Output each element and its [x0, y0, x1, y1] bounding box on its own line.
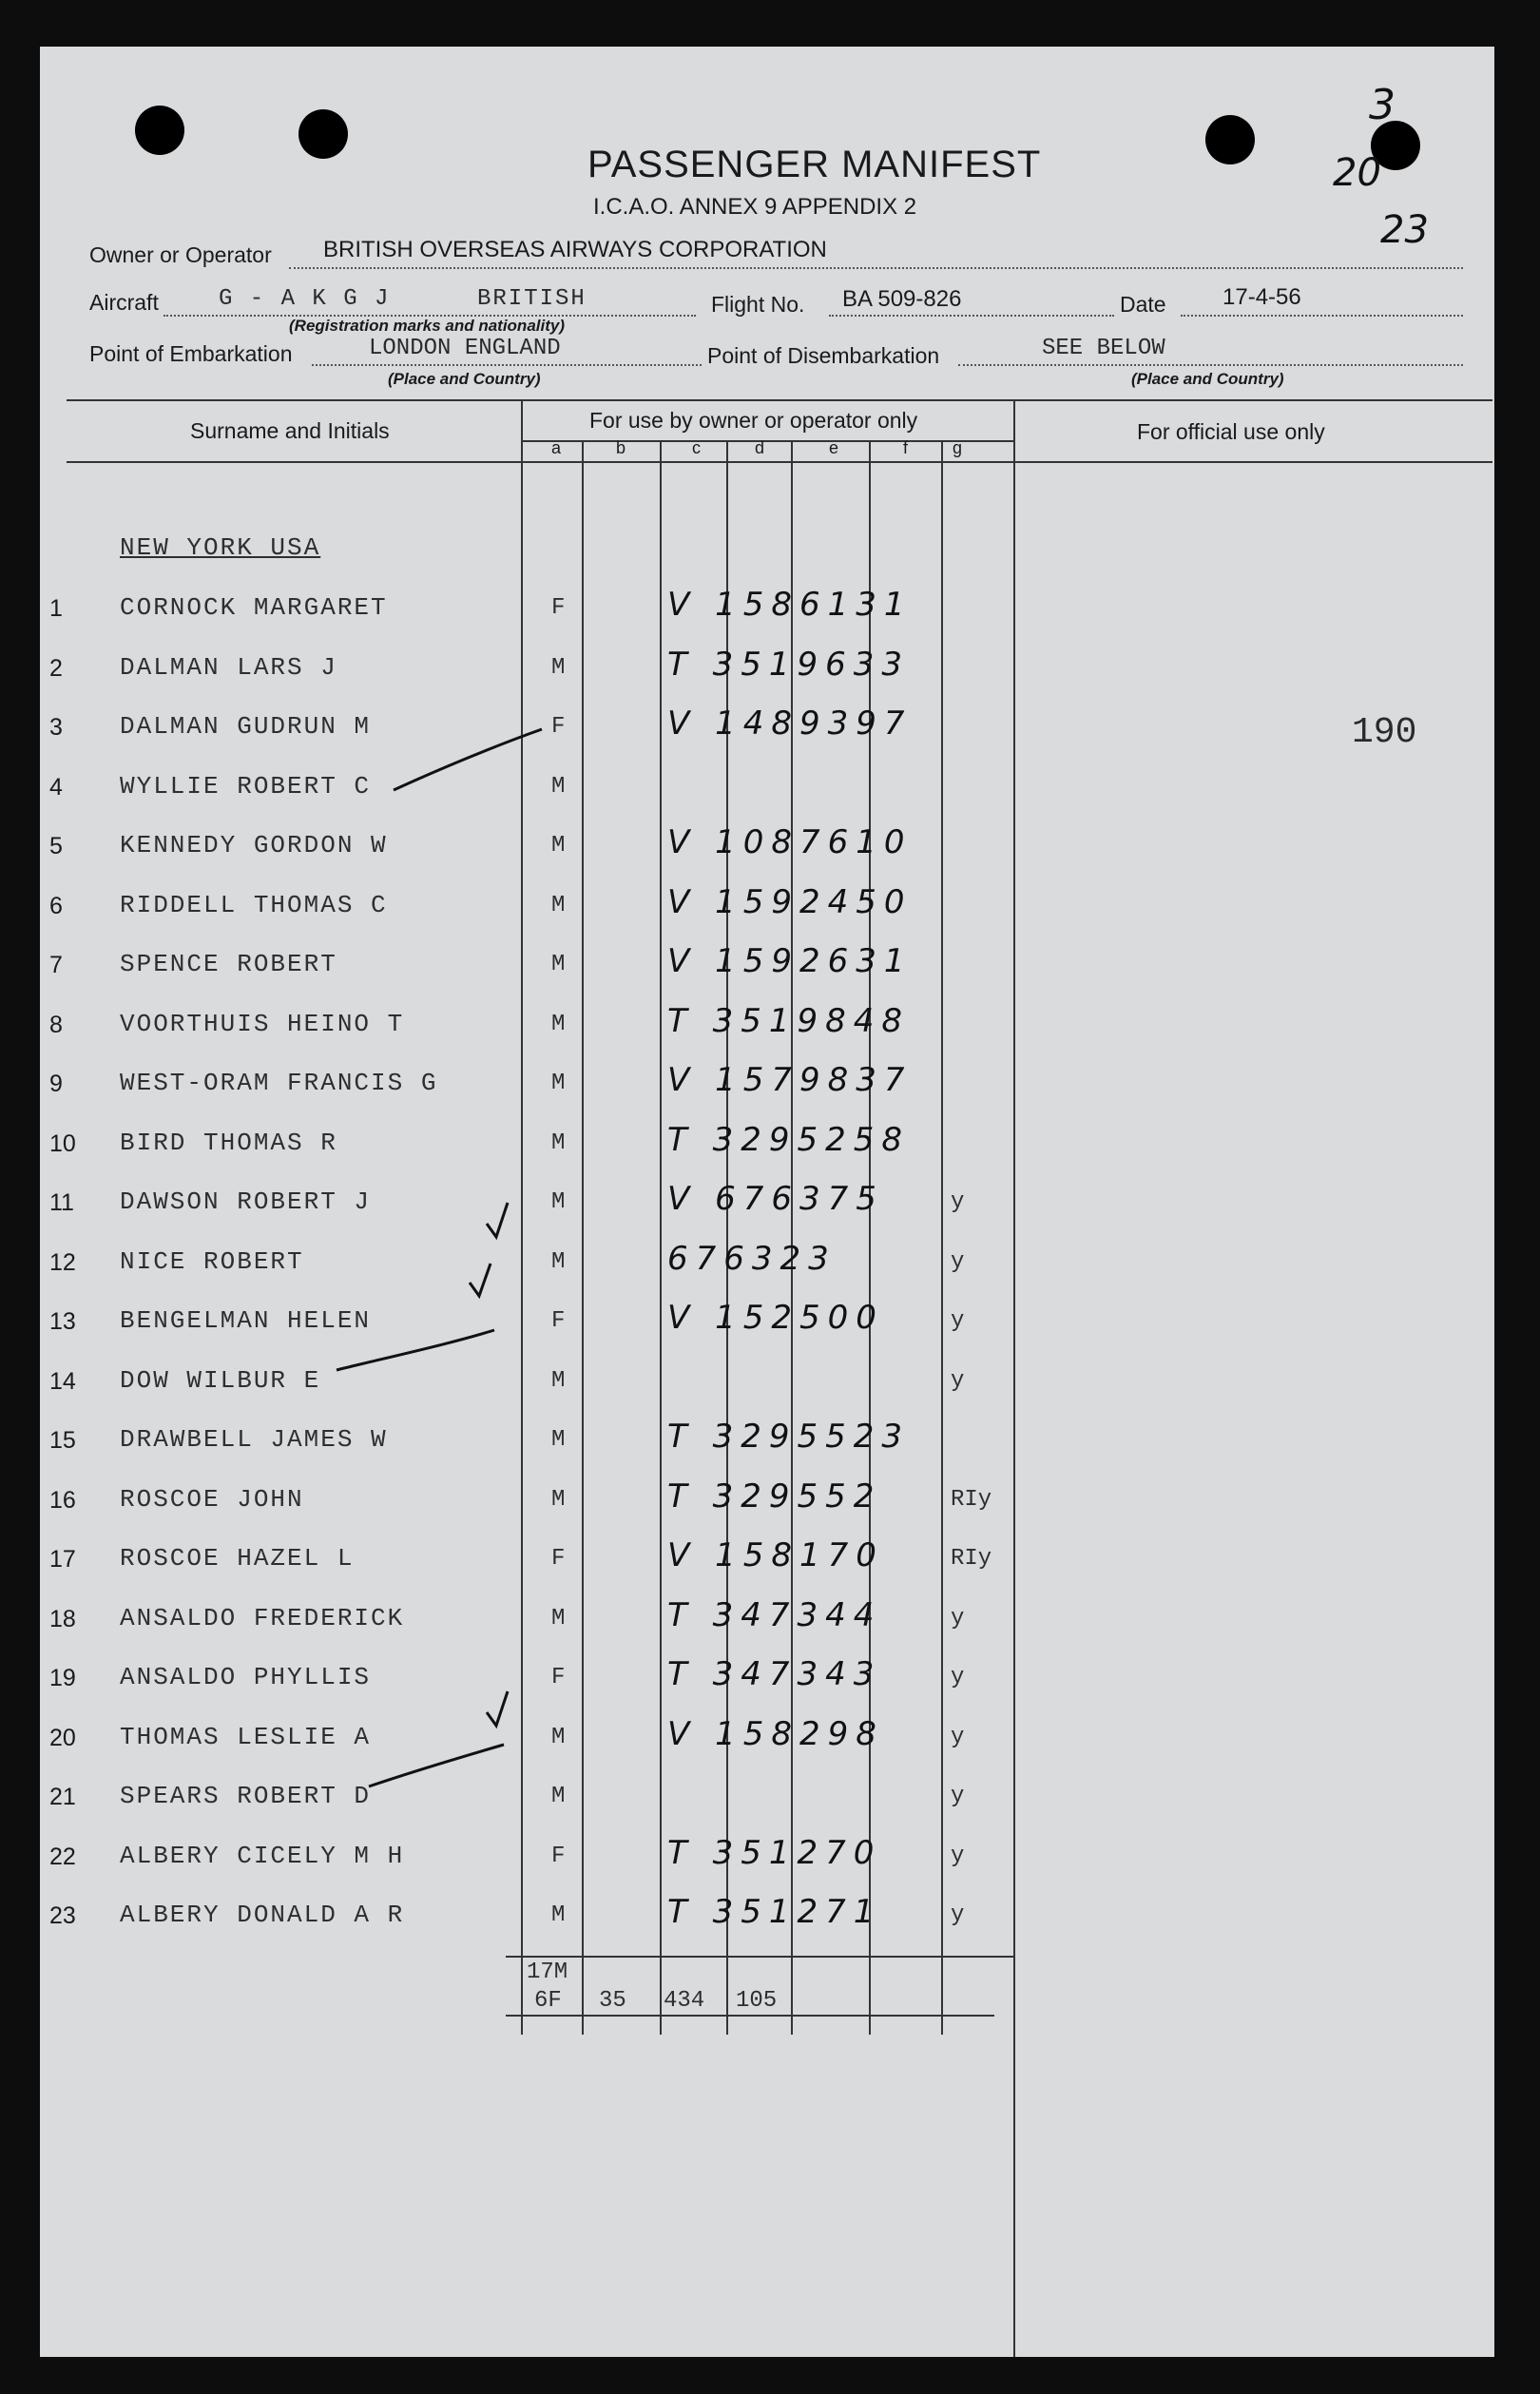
sex-code: M: [551, 1130, 566, 1156]
ticket-number: V 1592631: [667, 942, 913, 980]
row-number: 12: [49, 1249, 76, 1276]
row-number: 22: [49, 1844, 76, 1870]
sex-code: M: [551, 952, 566, 977]
row-number: 6: [49, 893, 63, 919]
sex-code: M: [551, 893, 566, 918]
official-number: 190: [1352, 712, 1417, 753]
aircraft-value: G - A K G J: [219, 286, 391, 312]
row-number: 15: [49, 1427, 76, 1454]
destination: NEW YORK USA: [120, 533, 321, 562]
passenger-name: BENGELMAN HELEN: [120, 1306, 372, 1335]
disembark-value: SEE BELOW: [1042, 336, 1165, 361]
ticket-number: 676323: [667, 1240, 837, 1278]
stamp-number: 3: [1369, 81, 1396, 129]
row-number: 16: [49, 1487, 76, 1514]
passenger-name: THOMAS LESLIE A: [120, 1723, 372, 1751]
status-code: y: [951, 1189, 965, 1215]
passenger-name: ROSCOE HAZEL L: [120, 1544, 355, 1573]
annotation-strokes: [40, 47, 1494, 2357]
stamp-note-1: 20: [1333, 151, 1381, 195]
sex-code: F: [551, 1308, 566, 1334]
ticket-number: V 158170: [667, 1536, 884, 1574]
row-number: 4: [49, 774, 63, 801]
total-c: 434: [664, 1988, 705, 2014]
col-owner-header: For use by owner or operator only: [589, 408, 918, 433]
status-code: RIy: [951, 1546, 992, 1572]
flight-value: BA 509-826: [842, 286, 962, 312]
sex-code: M: [551, 655, 566, 681]
passenger-name: DRAWBELL JAMES W: [120, 1425, 388, 1454]
row-number: 2: [49, 655, 63, 682]
total-a-female: 6F: [534, 1988, 562, 2014]
ticket-number: T 3295258: [667, 1121, 910, 1159]
sub-column-d: d: [755, 438, 765, 457]
ticket-number: T 351270: [667, 1834, 882, 1872]
sex-code: F: [551, 595, 566, 621]
sex-code: M: [551, 1012, 566, 1037]
row-number: 5: [49, 833, 63, 859]
sub-column-e: e: [829, 438, 839, 457]
sex-code: M: [551, 1427, 566, 1453]
row-number: 17: [49, 1546, 76, 1573]
passenger-name: WYLLIE ROBERT C: [120, 772, 372, 801]
sub-column-b: b: [616, 438, 626, 457]
sub-column-f: f: [903, 438, 909, 457]
ticket-number: T 3519633: [667, 646, 910, 684]
col-surname-header: Surname and Initials: [190, 418, 390, 443]
page-title: PASSENGER MANIFEST: [587, 144, 1042, 185]
passenger-name: BIRD THOMAS R: [120, 1129, 337, 1157]
row-number: 8: [49, 1012, 63, 1038]
row-number: 7: [49, 952, 63, 978]
passenger-name: SPENCE ROBERT: [120, 950, 337, 978]
ticket-number: T 3519848: [667, 1002, 910, 1040]
ticket-number: T 351271: [667, 1893, 882, 1931]
embark-label: Point of Embarkation: [89, 341, 293, 366]
registration-note: (Registration marks and nationality): [289, 317, 565, 335]
disembark-label: Point of Disembarkation: [707, 343, 940, 368]
passenger-name: RIDDELL THOMAS C: [120, 891, 388, 919]
sex-code: M: [551, 1368, 566, 1394]
row-number: 10: [49, 1130, 76, 1157]
passenger-name: ALBERY DONALD A R: [120, 1901, 405, 1929]
row-number: 19: [49, 1665, 76, 1691]
passenger-name: WEST-ORAM FRANCIS G: [120, 1069, 438, 1097]
passenger-name: DAWSON ROBERT J: [120, 1187, 372, 1216]
ticket-number: V 152500: [667, 1299, 884, 1337]
sex-code: M: [551, 1249, 566, 1275]
status-code: y: [951, 1606, 965, 1631]
sex-code: F: [551, 1844, 566, 1869]
row-number: 18: [49, 1606, 76, 1632]
sex-code: F: [551, 1665, 566, 1690]
passenger-name: ROSCOE JOHN: [120, 1485, 304, 1514]
flight-label: Flight No.: [711, 292, 805, 317]
passenger-name: KENNEDY GORDON W: [120, 831, 388, 859]
ticket-number: V 676375: [667, 1180, 884, 1218]
date-label: Date: [1120, 292, 1166, 317]
ticket-number: T 3295523: [667, 1418, 910, 1456]
sex-code: M: [551, 1725, 566, 1750]
nationality-value: BRITISH: [477, 286, 587, 312]
row-number: 20: [49, 1725, 76, 1751]
passenger-name: SPEARS ROBERT D: [120, 1782, 372, 1810]
page-subtitle: I.C.A.O. ANNEX 9 APPENDIX 2: [593, 194, 917, 220]
owner-label: Owner or Operator: [89, 242, 272, 267]
ticket-number: V 1586131: [667, 586, 913, 624]
sex-code: M: [551, 1071, 566, 1096]
passenger-name: DALMAN LARS J: [120, 653, 337, 682]
embark-note: (Place and Country): [388, 370, 541, 388]
disembark-note: (Place and Country): [1131, 370, 1284, 388]
status-code: RIy: [951, 1487, 992, 1513]
ticket-number: T 347343: [667, 1655, 882, 1693]
sex-code: F: [551, 1546, 566, 1572]
ticket-number: V 1087610: [667, 823, 913, 861]
ticket-number: T 329552: [667, 1477, 882, 1516]
row-number: 21: [49, 1784, 76, 1810]
row-number: 11: [49, 1189, 74, 1216]
passenger-name: DALMAN GUDRUN M: [120, 712, 372, 741]
aircraft-label: Aircraft: [89, 290, 159, 315]
sub-column-g: g: [953, 438, 963, 457]
stamp-note-2: 23: [1380, 208, 1429, 252]
status-code: y: [951, 1784, 965, 1809]
ticket-number: V 1489397: [667, 705, 913, 743]
sub-column-c: c: [692, 438, 701, 457]
passenger-name: CORNOCK MARGARET: [120, 593, 388, 622]
status-code: y: [951, 1308, 965, 1334]
passenger-name: NICE ROBERT: [120, 1247, 304, 1276]
total-a-male: 17M: [527, 1960, 568, 1985]
col-official-header: For official use only: [1137, 419, 1325, 444]
row-number: 23: [49, 1902, 76, 1929]
row-number: 13: [49, 1308, 76, 1335]
passenger-name: DOW WILBUR E: [120, 1366, 321, 1395]
ticket-number: T 347344: [667, 1596, 882, 1634]
status-code: y: [951, 1902, 965, 1928]
sex-code: M: [551, 1606, 566, 1631]
sex-code: F: [551, 714, 566, 740]
sex-code: M: [551, 1784, 566, 1809]
status-code: y: [951, 1249, 965, 1275]
manifest-sheet: [40, 47, 1494, 2357]
ticket-number: V 1579837: [667, 1061, 913, 1099]
passenger-name: ANSALDO FREDERICK: [120, 1604, 405, 1632]
sex-code: M: [551, 833, 566, 859]
passenger-name: ANSALDO PHYLLIS: [120, 1663, 372, 1691]
passenger-name: VOORTHUIS HEINO T: [120, 1010, 405, 1038]
row-number: 14: [49, 1368, 76, 1395]
sub-column-a: a: [551, 438, 562, 457]
status-code: y: [951, 1368, 965, 1394]
owner-value: BRITISH OVERSEAS AIRWAYS CORPORATION: [323, 237, 827, 262]
total-b: 35: [599, 1988, 626, 2014]
status-code: y: [951, 1665, 965, 1690]
embark-value: LONDON ENGLAND: [369, 336, 561, 361]
total-d: 105: [736, 1988, 778, 2014]
sex-code: M: [551, 1487, 566, 1513]
sex-code: M: [551, 774, 566, 800]
row-number: 1: [49, 595, 63, 622]
passenger-name: ALBERY CICELY M H: [120, 1842, 405, 1870]
row-number: 9: [49, 1071, 63, 1097]
sex-code: M: [551, 1189, 566, 1215]
ticket-number: V 158298: [667, 1715, 884, 1753]
row-number: 3: [49, 714, 63, 741]
ticket-number: V 1592450: [667, 883, 913, 921]
date-value: 17-4-56: [1222, 284, 1301, 310]
status-code: y: [951, 1725, 965, 1750]
status-code: y: [951, 1844, 965, 1869]
sex-code: M: [551, 1902, 566, 1928]
